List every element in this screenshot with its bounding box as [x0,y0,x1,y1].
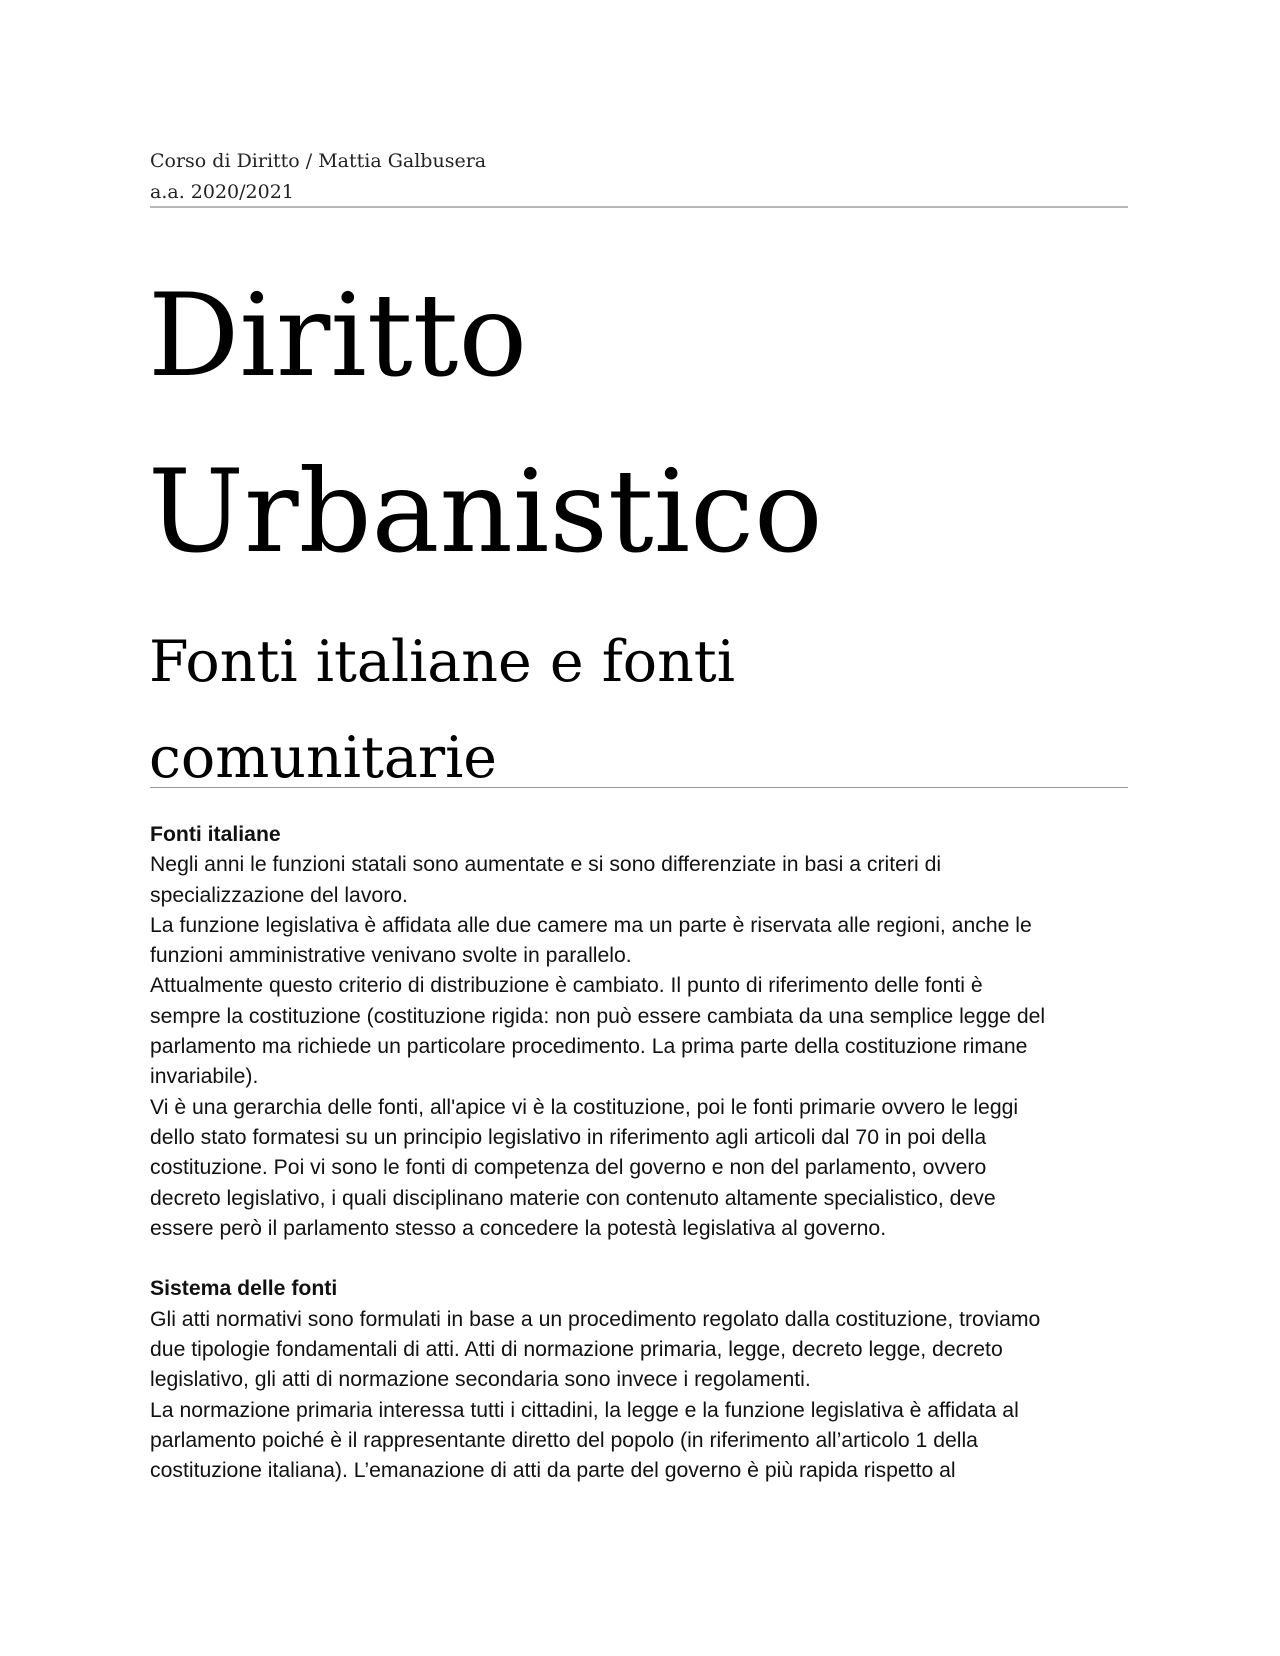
section-heading: Sistema delle fonti [150,1277,338,1301]
text-line: essere però il parlamento stesso a concedere la potestà legislativa al governo. [150,1216,887,1240]
text-line: parlamento ma richiede un particolare procedimento. La prima parte della costituzione rimane [150,1035,1028,1059]
text-line: dello stato formatesi su un principio legislativo in riferimento agli articoli dal 70 in poi della [150,1125,987,1149]
text-line: parlamento poiché è il rappresentante diretto del popolo (in riferimento all’articolo 1 della [150,1428,978,1452]
subtitle-line-2: comunitarie [149,725,498,791]
text-line: Gli atti normativi sono formulati in base a un procedimento regolato dalla costituzione, troviamo [150,1307,1041,1331]
text-line: legislativo, gli atti di normazione secondaria sono invece i regolamenti. [150,1368,811,1392]
subtitle-divider [150,787,1128,788]
text-line: costituzione. Poi vi sono le fonti di competenza del governo e non del parlamento, ovvero [150,1156,987,1180]
text-line: due tipologie fondamentali di atti. Atti di normazione primaria, legge, decreto legge, decreto [150,1338,1003,1362]
text-line: decreto legislativo, i quali disciplinano materie con contenuto altamente specialistico, deve [150,1186,996,1210]
paragraph [150,1305,1128,1487]
header-divider [150,206,1128,208]
text-line: La normazione primaria interessa tutti i cittadini, la legge e la funzione legislativa è affidata al [150,1398,1019,1422]
header-academic-year: a.a. 2020/2021 [150,181,294,203]
document-subtitle [149,614,1129,806]
header-course-line: Corso di Diritto / Mattia Galbusera [150,150,487,172]
text-line: Negli anni le funzioni statali sono aumentate e si sono differenziate in basi a criteri di [150,853,942,877]
section-sistema-delle-fonti [150,1274,1128,1486]
text-line: La funzione legislativa è affidata alle due camere ma un parte è riservata alle regioni, anche le [150,913,1032,937]
section-fonti-italiane [150,820,1128,1244]
paragraph [150,850,1128,1244]
document-body [150,820,1128,1487]
text-line: costituzione italiana). L’emanazione di atti da parte del governo è più rapida rispetto al [150,1459,956,1483]
subtitle-line-1: Fonti italiane e fonti [149,629,735,695]
text-line: specializzazione del lavoro. [150,883,408,907]
title-line-2: Urbanistico [148,445,823,578]
document-title [148,248,1128,600]
text-line: funzioni amministrative venivano svolte in parallelo. [150,944,632,968]
text-line: Vi è una gerarchia delle fonti, all'apice vi è la costituzione, poi le fonti primarie ovvero le leggi [150,1095,1019,1119]
title-line-1: Diritto [148,269,528,402]
text-line: sempre la costituzione (costituzione rigida: non può essere cambiata da una semplice legge del [150,1004,1046,1028]
paragraph-spacer [150,1244,1128,1274]
section-heading: Fonti italiane [150,823,281,846]
text-line: Attualmente questo criterio di distribuzione è cambiato. Il punto di riferimento delle fonti è [150,974,983,998]
text-line: invariabile). [150,1065,259,1089]
page-header [150,146,1128,208]
